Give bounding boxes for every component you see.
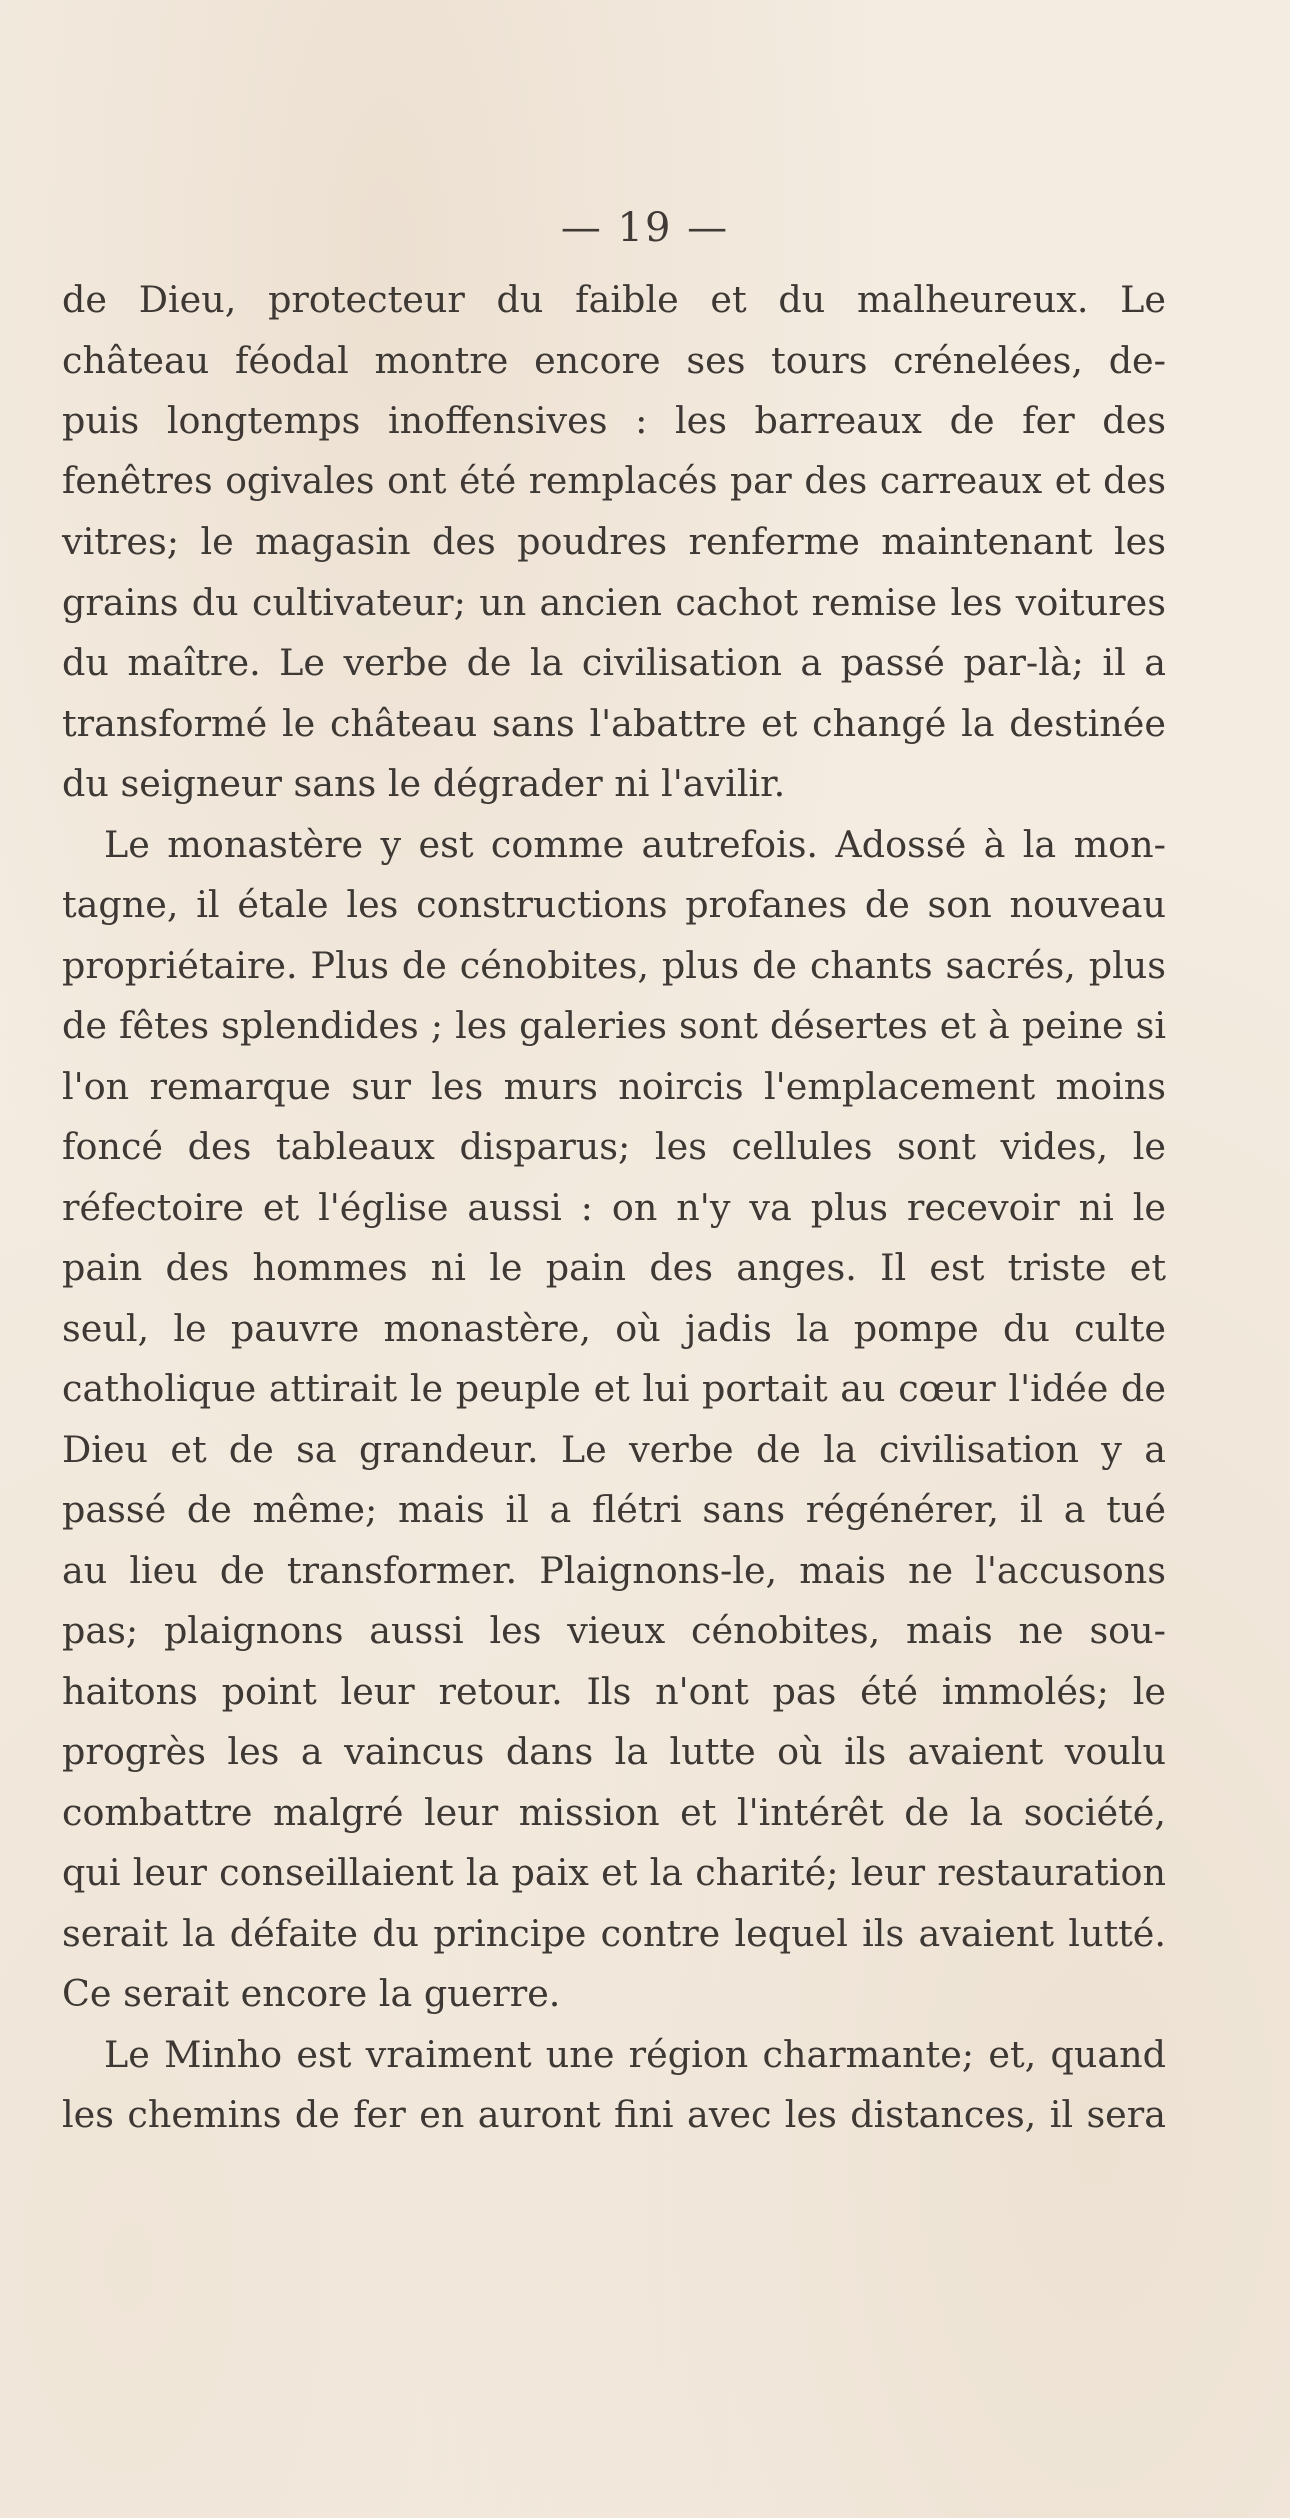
paragraph-start-line: Le monastère y est comme autrefois. Adossé à la mon-: [104, 822, 1166, 866]
text-line: du maître. Le verbe de la civilisation a passé par-là; il a: [62, 641, 1166, 684]
text-line: foncé des tableaux disparus; les cellules sont vides, le: [62, 1125, 1166, 1168]
text-line: l'on remarque sur les murs noircis l'emplacement moins: [62, 1064, 1166, 1108]
paragraph-start-line: Le Minho est vraiment une région charmante; et, quand: [104, 2032, 1166, 2076]
text-line: fenêtres ogivales ont été remplacés par des carreaux et des: [62, 460, 1166, 502]
text-line: transformé le château sans l'abattre et changé la destinée: [62, 701, 1166, 745]
text-line: pain des hommes ni le pain des anges. Il est triste et: [62, 1246, 1166, 1289]
text-line: du seigneur sans le dégrader ni l'avilir.: [62, 762, 786, 805]
text-line: qui leur conseillaient la paix et la charité; leur restauration: [62, 1851, 1166, 1894]
text-line: vitres; le magasin des poudres renferme maintenant les: [62, 520, 1166, 563]
text-line: propriétaire. Plus de cénobites, plus de chants sacrés, plus: [62, 943, 1166, 987]
text-line: serait la défaite du principe contre lequel ils avaient lutté.: [62, 1911, 1166, 1955]
text-line: au lieu de transformer. Plaignons-le, mais ne l'accusons: [62, 1548, 1166, 1592]
text-line: puis longtemps inoffensives : les barreaux de fer des: [62, 399, 1166, 442]
page-number: — 19 —: [560, 205, 730, 251]
text-line: passé de même; mais il a flétri sans régénérer, il a tué: [62, 1488, 1166, 1531]
text-line: grains du cultivateur; un ancien cachot remise les voitures: [62, 580, 1166, 624]
text-line: progrès les a vaincus dans la lutte où ils avaient voulu: [62, 1730, 1166, 1773]
text-line: réfectoire et l'église aussi : on n'y va plus recevoir ni le: [62, 1185, 1166, 1229]
text-line: tagne, il étale les constructions profanes de son nouveau: [62, 883, 1166, 926]
text-line: Dieu et de sa grandeur. Le verbe de la civilisation y a: [62, 1427, 1166, 1471]
text-line: château féodal montre encore ses tours crénelées, de-: [62, 338, 1166, 382]
text-line: combattre malgré leur mission et l'intérêt de la société,: [62, 1790, 1166, 1834]
text-line: Ce serait encore la guerre.: [62, 1972, 561, 2015]
text-line: catholique attirait le peuple et lui portait au cœur l'idée de: [62, 1367, 1166, 1410]
text-line: pas; plaignons aussi les vieux cénobites, mais ne sou-: [62, 1609, 1166, 1652]
text-line: de fêtes splendides ; les galeries sont désertes et à peine si: [62, 1004, 1166, 1047]
text-line: les chemins de fer en auront fini avec les distances, il sera: [62, 2093, 1166, 2136]
text-line: de Dieu, protecteur du faible et du malheureux. Le: [62, 278, 1166, 321]
text-line: seul, le pauvre monastère, où jadis la pompe du culte: [62, 1306, 1166, 1350]
text-line: haitons point leur retour. Ils n'ont pas été immolés; le: [62, 1669, 1166, 1713]
body-text: [62, 270, 1166, 2146]
